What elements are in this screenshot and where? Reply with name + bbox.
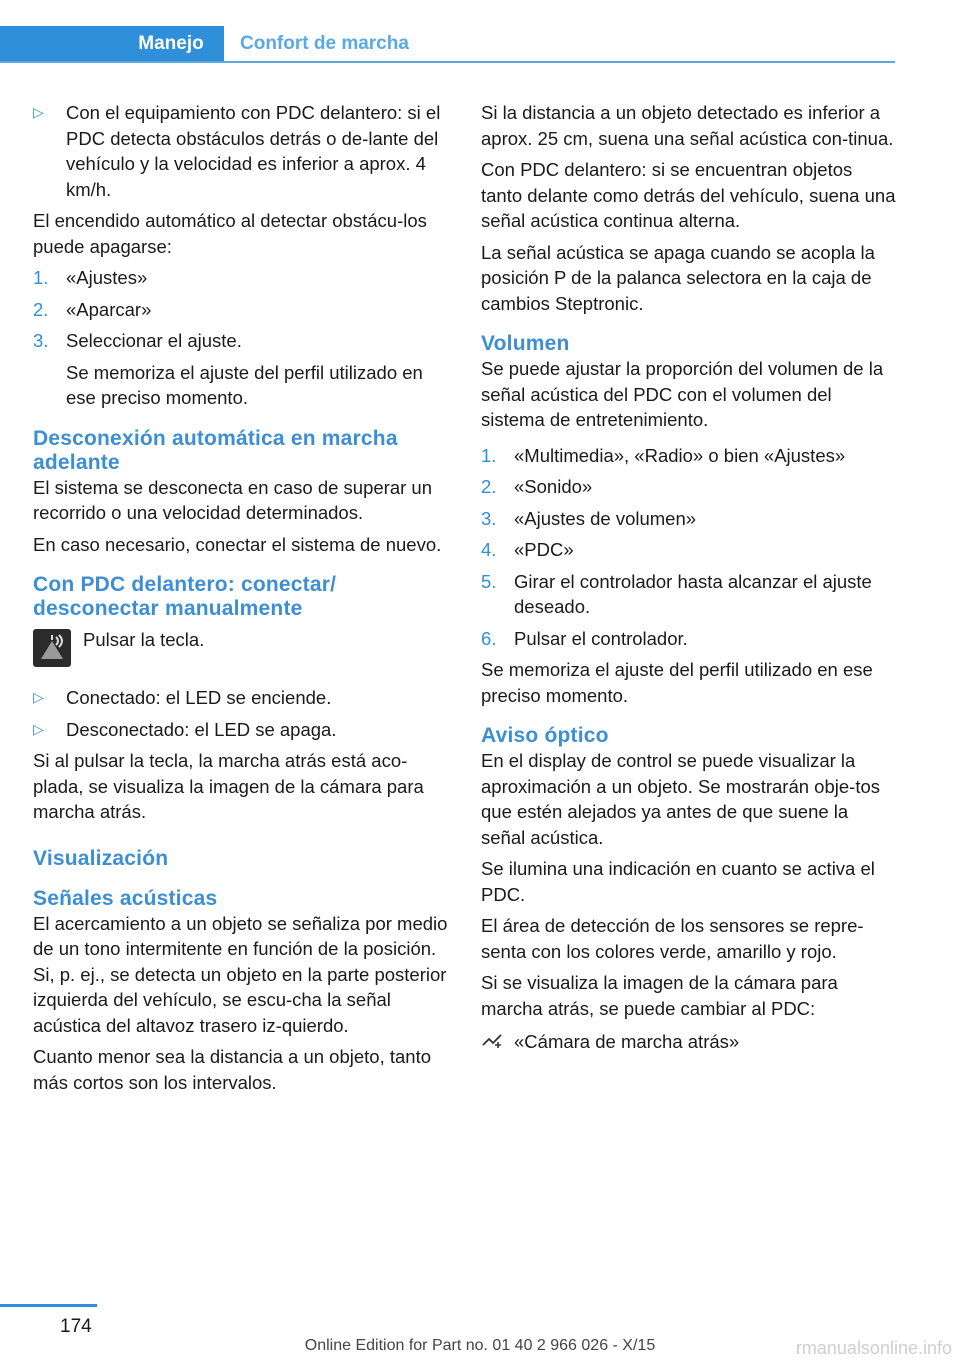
bullet-triangle-icon: ▷ [33, 689, 44, 705]
header-bar [0, 26, 118, 62]
paragraph: Cuanto menor sea la distancia a un objeto, tanto más cortos son los intervalos. [33, 1046, 432, 1093]
step-item [481, 569, 896, 620]
pdc-button-icon [33, 629, 71, 667]
section-heading: Visualización [33, 846, 169, 870]
step-number: 2. [481, 476, 497, 497]
list-item-text: Conectado: el LED se enciende. [66, 687, 332, 708]
step-item [481, 626, 896, 652]
step-item [33, 328, 448, 354]
bullet-triangle-icon: ▷ [33, 104, 44, 120]
step-item [33, 297, 448, 323]
left-column [33, 100, 448, 1101]
rear-camera-icon [481, 1031, 503, 1051]
paragraph: La señal acústica se apaga cuando se acopla la posición P de la palanca selectora en la caja de cambios Steptronic. [481, 241, 875, 314]
page-header [0, 0, 895, 62]
section-title: Confort de marcha [240, 33, 409, 54]
step-text: «Sonido» [514, 476, 593, 497]
step-text: «Ajustes» [66, 267, 148, 288]
step-item [33, 265, 448, 291]
step-note: Se memoriza el ajuste del perfil utilizado en ese preciso momento. [66, 361, 423, 408]
section-heading: Con PDC delantero: conectar/ desconectar manualmente [33, 573, 337, 620]
paragraph: Se puede ajustar la proporción del volumen de la señal acústica del PDC con el volumen del sistema de entretenimiento. [481, 358, 884, 430]
bullet-triangle-icon: ▷ [33, 720, 44, 737]
list-item [33, 100, 448, 202]
paragraph: El acercamiento a un objeto se señaliza por medio de un tono intermitente en función de la posición. Si, p. ej., se detecta un objeto en la parte posterior izquierda del vehículo, se escu-cha la señal acústica del altavoz trasero iz-quierdo. [33, 912, 448, 1036]
section-heading: Desconexión automática en marcha adelante [33, 426, 398, 474]
step-number: 1. [481, 444, 497, 466]
list-item-text: Desconectado: el LED se apaga. [66, 718, 337, 740]
step-text: Girar el controlador hasta alcanzar el ajuste deseado. [514, 570, 872, 617]
paragraph: En el display de control se puede visualizar la aproximación a un objeto. Se mostrarán obje-tos que estén alejados ya antes de que suene la señal acústica. [481, 750, 880, 848]
paragraph: Si la distancia a un objeto detectado es inferior a aprox. 25 cm, suena una señal acústica con-tinua. [481, 102, 894, 149]
step-number: 6. [481, 627, 497, 649]
paragraph: Se ilumina una indicación en cuanto se activa el PDC. [481, 858, 875, 905]
right-column [481, 100, 896, 1061]
step-text: Seleccionar el ajuste. [66, 330, 242, 351]
step-number: 3. [481, 507, 497, 529]
page-number: 174 [60, 1316, 92, 1337]
step-number: 3. [33, 330, 49, 351]
paragraph: El área de detección de los sensores se repre-senta con los colores verde, amarillo y rojo. [481, 915, 864, 962]
list-item [33, 717, 448, 743]
footer-rule [0, 1304, 97, 1307]
step-text: «PDC» [514, 539, 574, 560]
paragraph: Se memoriza el ajuste del perfil utilizado en ese preciso momento. [481, 659, 873, 706]
step-text: «Multimedia», «Radio» o bien «Ajustes» [514, 444, 846, 466]
paragraph: El sistema se desconecta en caso de superar un recorrido o una velocidad determinados. [33, 476, 433, 523]
step-number: 1. [33, 267, 49, 288]
step-text: «Ajustes de volumen» [514, 507, 697, 529]
subsection-heading: Aviso óptico [481, 724, 609, 747]
subsection-heading: Señales acústicas [33, 886, 218, 910]
step-item [481, 537, 896, 563]
subsection-heading: Volumen [481, 332, 570, 355]
paragraph: El encendido automático al detectar obstácu-los puede apagarse: [33, 210, 427, 257]
pdc-key-line [33, 627, 448, 671]
press-key-text: Pulsar la tecla. [83, 629, 205, 650]
camera-option-line [481, 1029, 896, 1055]
step-number: 5. [481, 570, 497, 592]
paragraph: Si al pulsar la tecla, la marcha atrás está aco-plada, se visualiza la imagen de la cámara para marcha atrás. [33, 750, 424, 822]
paragraph: Con PDC delantero: si se encuentran objetos tanto delante como detrás del vehículo, suena una señal acústica continua alterna. [481, 159, 896, 231]
paragraph: En caso necesario, conectar el sistema de nuevo. [33, 533, 442, 555]
step-number: 2. [33, 298, 49, 320]
step-item [481, 443, 896, 469]
watermark: rmanualsonline.info [795, 1338, 952, 1358]
step-item [481, 506, 896, 532]
list-item-text: Con el equipamiento con PDC delantero: si el PDC detecta obstáculos detrás o de-lante del vehículo y la velocidad es inferior a aprox. 4 km/h. [66, 102, 441, 200]
camera-option-text: «Cámara de marcha atrás» [514, 1031, 740, 1052]
step-item [481, 474, 896, 500]
chapter-tab: Manejo [118, 26, 224, 62]
header-rule [0, 61, 895, 63]
step-text: Pulsar el controlador. [514, 627, 688, 649]
step-number: 4. [481, 539, 497, 560]
paragraph: Si se visualiza la imagen de la cámara para marcha atrás, se puede cambiar al PDC: [481, 972, 838, 1019]
edition-text: Online Edition for Part no. 01 40 2 966 026 - X/15 [304, 1337, 656, 1354]
list-item [33, 685, 448, 711]
step-text: «Aparcar» [66, 298, 152, 320]
